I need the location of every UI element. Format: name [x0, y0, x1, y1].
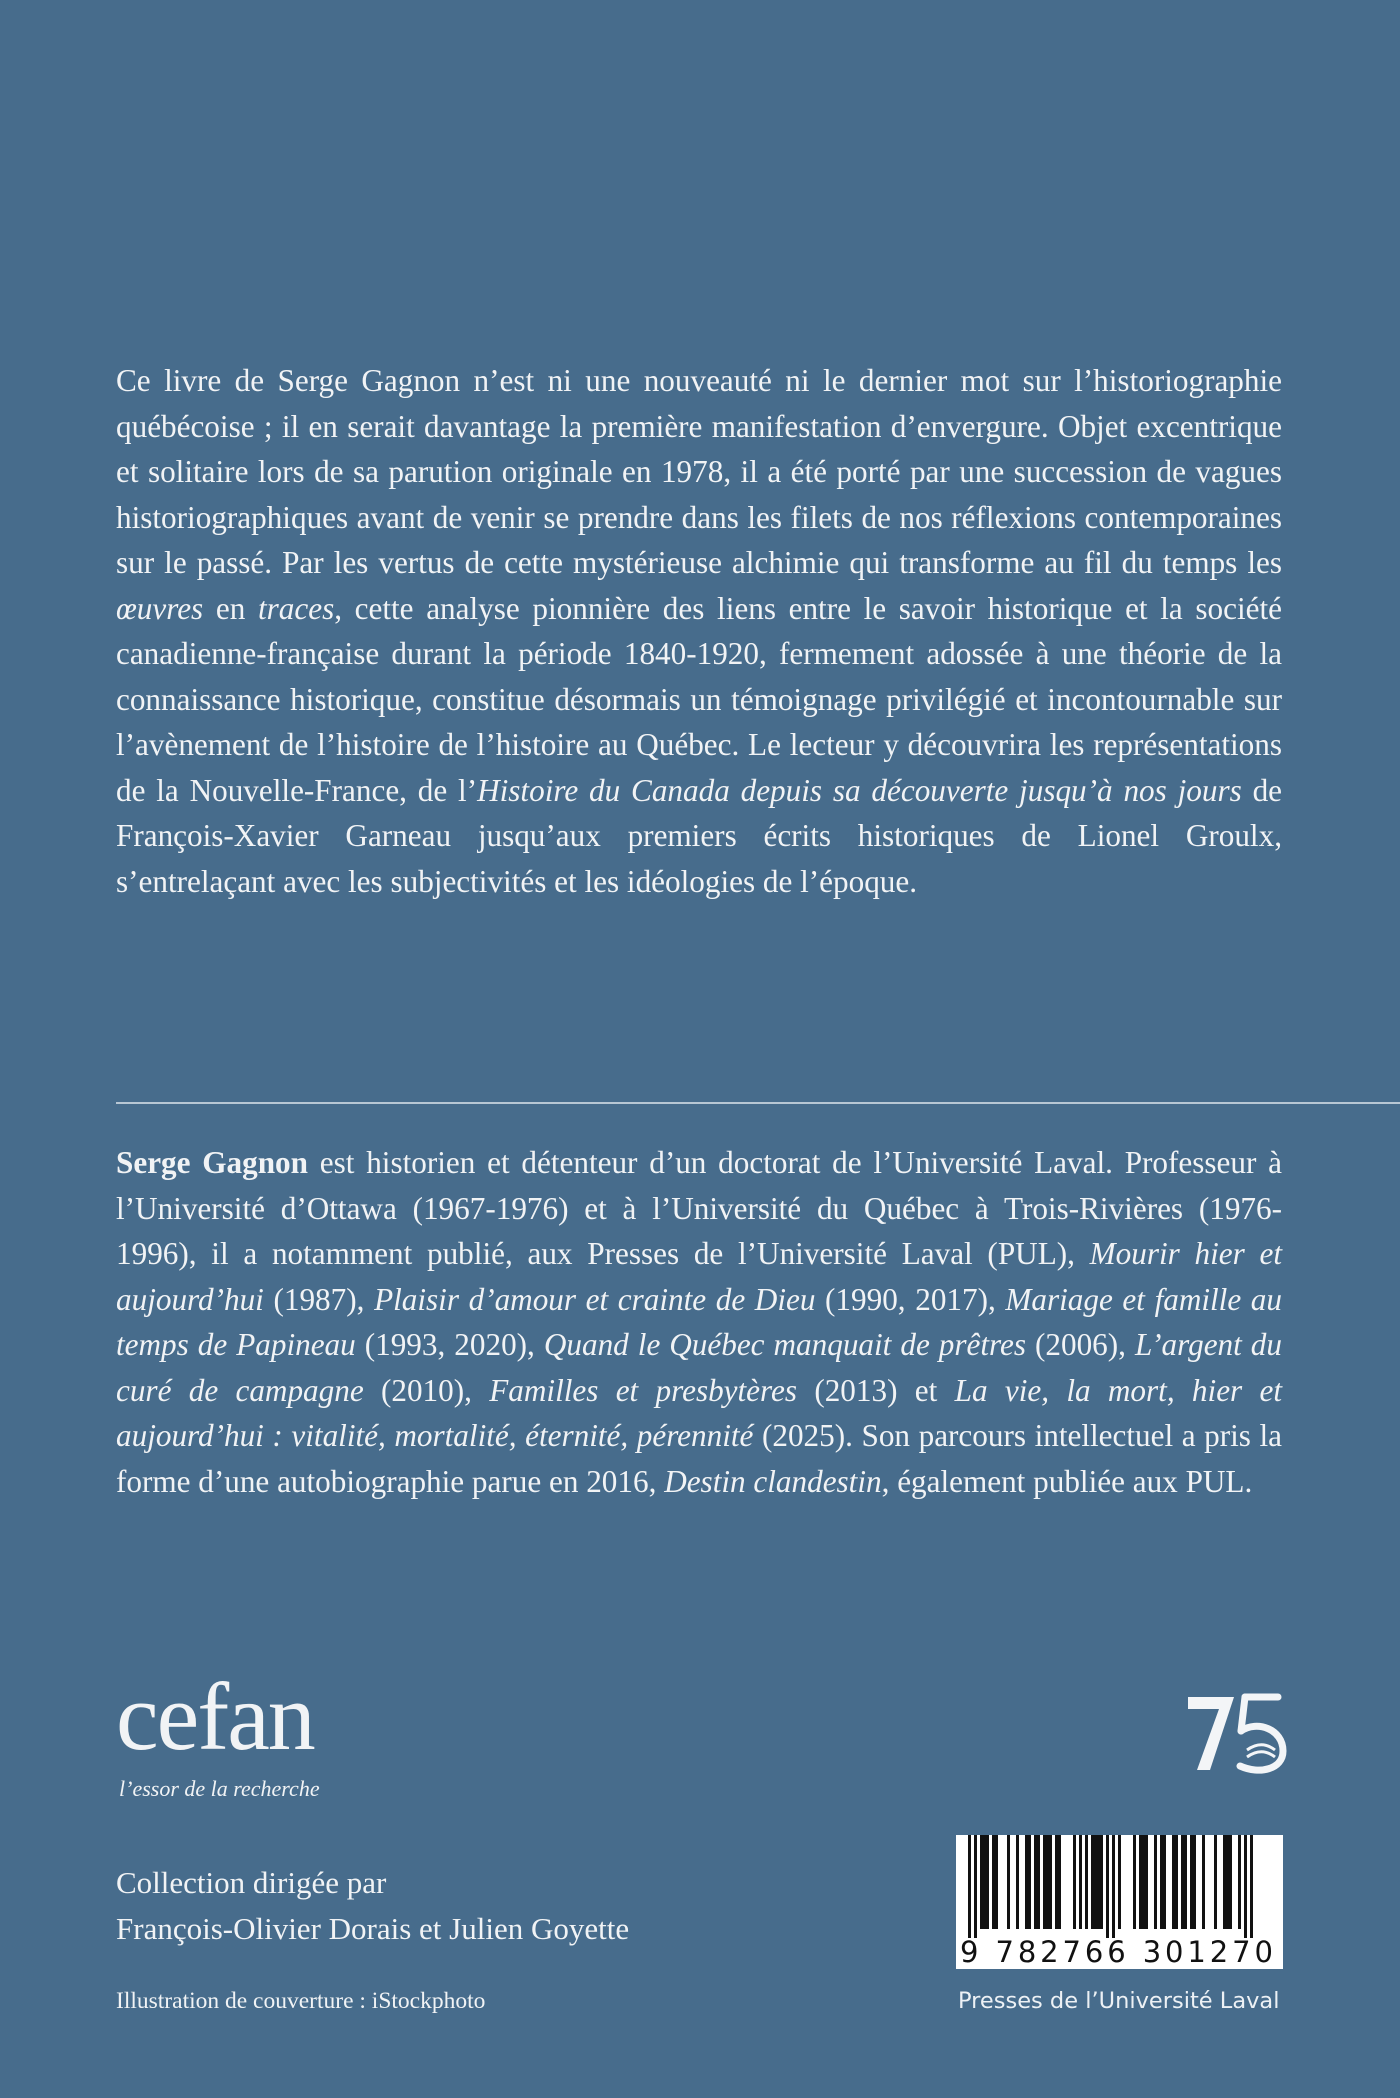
isbn-barcode — [956, 1835, 1283, 1969]
barcode-bar — [1145, 1835, 1148, 1929]
bio-text-1: est historien et détenteur d’un doctorat de l’Université Laval. Professeur à l’Université d’Ottawa (1967-1976) et à l’Université du Québec à Trois-Rivières (1976-1996), il a notamment publié, aux Presses de l’Université Laval (PUL), — [116, 1145, 1282, 1271]
description-italic-book-title: Histoire du Canada depuis sa découverte jusqu’à nos jours — [477, 772, 1242, 808]
description-part-1: Ce livre de Serge Gagnon n’est ni une nouveauté ni le dernier mot sur l’historiographie québécoise ; il en serait davantage la première manifestation d’envergure. Objet excentrique et solitaire lors de sa parution originale en 1978, il a été porté par une succession de vagues historiographiques avant de venir se prendre dans les filets de nos réflexions contemporaines sur le passé. Par les vertus de cette mystérieuse alchimie qui transforme au fil du temps les — [116, 363, 1282, 580]
barcode-bar — [1223, 1835, 1226, 1929]
bio-book-4: Quand le Québec manquait de prêtres — [543, 1327, 1026, 1362]
bio-text-7: (2013) et — [797, 1372, 955, 1408]
barcode-bar — [1055, 1835, 1058, 1929]
barcode-bar — [1007, 1835, 1010, 1929]
barcode-bar — [1043, 1835, 1046, 1929]
cefan-logo — [116, 1662, 406, 1812]
barcode-bar — [1049, 1835, 1052, 1929]
anniversary-seven-shape — [1188, 1697, 1234, 1770]
bio-book-8: Destin clandestin — [664, 1463, 882, 1499]
barcode-bar — [1118, 1835, 1121, 1929]
bio-text-8: (2025). Son parcours intellectuel a pris la forme d’une autobiographie parue en 2016, — [116, 1418, 1282, 1499]
author-name: Serge Gagnon — [116, 1145, 308, 1180]
barcode-bar — [1097, 1835, 1100, 1929]
barcode-bar — [1184, 1835, 1187, 1929]
barcode-bar — [1046, 1835, 1049, 1929]
bio-book-6: Familles et presbytères — [489, 1372, 797, 1408]
bio-text-9: , également publiée aux PUL. — [881, 1463, 1253, 1499]
barcode-guard-bar — [974, 1835, 977, 1938]
barcode-bar — [983, 1835, 986, 1929]
barcode-bar — [1034, 1835, 1037, 1929]
barcode-bar — [980, 1835, 983, 1929]
collection-editors — [116, 1860, 629, 1952]
bio-book-5: L’argent du curé de campagne — [116, 1327, 1282, 1408]
bio-text-5: (2006), — [1026, 1327, 1135, 1362]
barcode-bar — [1190, 1835, 1193, 1929]
barcode-bar — [1025, 1835, 1028, 1929]
barcode-bar — [1073, 1835, 1076, 1929]
barcode-bar — [1160, 1835, 1163, 1929]
bio-book-7: La vie, la mort, hier et aujourd’hui : vitalité, mortalité, éternité, pérennité — [116, 1372, 1282, 1453]
cefan-wordmark: cefan — [116, 1663, 314, 1770]
barcode-bar — [1163, 1835, 1166, 1929]
publisher-name: Presses de l’Université Laval — [958, 1988, 1280, 2014]
barcode-bar — [1100, 1835, 1103, 1929]
barcode-bar — [1085, 1835, 1088, 1929]
barcode-bar — [992, 1835, 995, 1929]
barcode-guard-bar — [1112, 1835, 1115, 1938]
barcode-bar — [1139, 1835, 1142, 1929]
barcode-guard-bar — [1244, 1835, 1247, 1938]
barcode-bar — [1172, 1835, 1175, 1929]
bio-book-1: Mourir hier et aujourd’hui — [116, 1236, 1283, 1317]
bio-text-6: (2010), — [363, 1372, 490, 1408]
book-icon — [1247, 1745, 1275, 1757]
bio-book-2: Plaisir d’amour et crainte de Dieu — [374, 1281, 816, 1317]
barcode-bar — [995, 1835, 998, 1929]
barcode-guard-bar — [1250, 1835, 1253, 1938]
cefan-tagline: l’essor de la recherche — [119, 1776, 320, 1801]
barcode-bar — [1079, 1835, 1082, 1929]
collection-heading: Collection dirigée par — [116, 1865, 387, 1900]
author-biography — [116, 1140, 1282, 1504]
barcode-guard-bar — [1106, 1835, 1109, 1938]
barcode-bar — [1094, 1835, 1097, 1929]
bio-book-3: Mariage et famille au temps de Papineau — [116, 1281, 1282, 1362]
section-divider — [116, 1102, 1400, 1104]
anniversary-75-logo — [1182, 1684, 1292, 1776]
bio-text-2: (1987), — [263, 1281, 375, 1317]
bio-text-3: (1990, 2017), — [815, 1281, 1006, 1317]
book-description — [116, 358, 1282, 904]
barcode-bar — [1175, 1835, 1178, 1929]
barcode-bar — [1133, 1835, 1136, 1929]
barcode-bar — [1028, 1835, 1031, 1929]
barcode-bar — [1238, 1835, 1241, 1929]
isbn-number: 9 782766 301270 — [960, 1935, 1277, 1969]
barcode-bar — [1181, 1835, 1184, 1929]
description-italic-traces: traces — [257, 590, 335, 626]
bio-text-4: (1993, 2020), — [355, 1327, 544, 1362]
barcode-bar — [1229, 1835, 1232, 1929]
cover-illustration-credit: Illustration de couverture : iStockphoto — [116, 1988, 486, 2014]
barcode-bar — [986, 1835, 989, 1929]
collection-directors: François-Olivier Dorais et Julien Goyette — [116, 1911, 630, 1946]
description-part-2: en — [203, 590, 258, 626]
description-part-3: , cette analyse pionnière des liens entre le savoir historique et la société canadienne-française durant la période 1840-1920, fermement adossée à une théorie de la connaissance historique, constitue désormais un témoignage privilégié et incontournable sur l’avènement de l’histoire de l’histoire au Québec. Le lecteur y découvrira les représentations de la Nouvelle-France, de l’ — [116, 590, 1282, 808]
description-italic-works: œuvres — [116, 590, 204, 626]
barcode-guard-bar — [968, 1835, 971, 1938]
barcode-bar — [1037, 1835, 1040, 1929]
barcode-bar — [1142, 1835, 1145, 1929]
barcode-bar — [1058, 1835, 1061, 1929]
anniversary-five-shape — [1240, 1697, 1283, 1770]
barcode-bar — [1202, 1835, 1205, 1929]
barcode-bar — [1226, 1835, 1229, 1929]
barcode-bar — [1154, 1835, 1157, 1929]
barcode-bar — [1016, 1835, 1019, 1929]
barcode-bar — [1091, 1835, 1094, 1929]
barcode-bar — [1214, 1835, 1217, 1929]
description-part-4: de François-Xavier Garneau jusqu’aux premiers écrits historiques de Lionel Groulx, s’entrelaçant avec les subjectivités et les idéologies de l’époque. — [116, 772, 1282, 899]
barcode-bar — [1193, 1835, 1196, 1929]
